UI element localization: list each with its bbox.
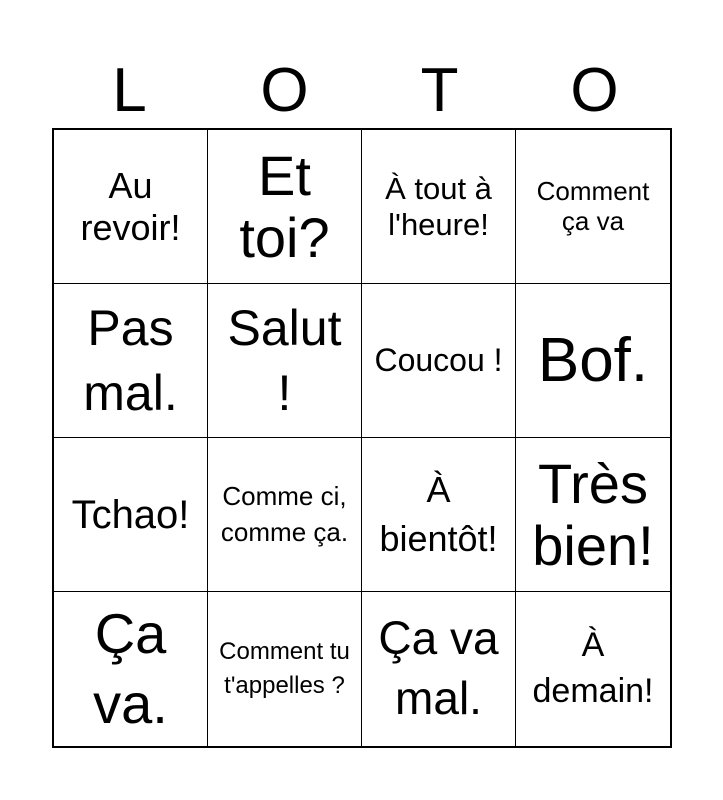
cell-text: Ça va mal.	[378, 612, 499, 724]
cell-text: Bof.	[537, 325, 649, 395]
cell-text: Très bien!	[532, 451, 654, 577]
board-cell[interactable]	[54, 438, 208, 592]
cell-text: Comment tu t'appelles ?	[219, 638, 350, 699]
board-cell[interactable]	[516, 438, 670, 592]
cell-text: Ça va.	[93, 602, 168, 735]
board-cell[interactable]	[516, 130, 670, 284]
cell-text: À tout à l'heure!	[385, 170, 492, 242]
cell-text: Tchao!	[71, 492, 190, 537]
cell-text: Au revoir!	[80, 165, 181, 248]
board-cell[interactable]	[54, 592, 208, 746]
board-cell[interactable]	[362, 592, 516, 746]
board-cell[interactable]	[362, 284, 516, 438]
board-cell[interactable]	[208, 284, 362, 438]
board-cell[interactable]	[516, 284, 670, 438]
header-letter-t: T	[420, 56, 459, 125]
cell-text: Et toi?	[239, 143, 330, 269]
board-cell[interactable]	[54, 130, 208, 284]
cell-text: À bientôt!	[379, 468, 498, 559]
board-cell[interactable]	[208, 438, 362, 592]
loto-header	[52, 50, 672, 128]
board-cell[interactable]	[54, 284, 208, 438]
header-letter-l: L	[112, 56, 147, 125]
cell-text: Coucou !	[374, 342, 503, 379]
cell-text: Salut !	[227, 299, 342, 421]
cell-text: Pas mal.	[83, 299, 178, 421]
board-cell[interactable]	[362, 438, 516, 592]
board-cell[interactable]	[516, 592, 670, 746]
board-cell[interactable]	[362, 130, 516, 284]
cell-text: Comme ci, comme ça.	[220, 481, 349, 547]
loto-board	[52, 128, 672, 748]
header-letter-o: O	[260, 56, 309, 125]
cell-text: À demain!	[532, 626, 654, 710]
header-letter-o-2: O	[570, 56, 619, 125]
cell-text: Comment ça va	[536, 175, 650, 236]
board-cell[interactable]	[208, 592, 362, 746]
board-cell[interactable]	[208, 130, 362, 284]
